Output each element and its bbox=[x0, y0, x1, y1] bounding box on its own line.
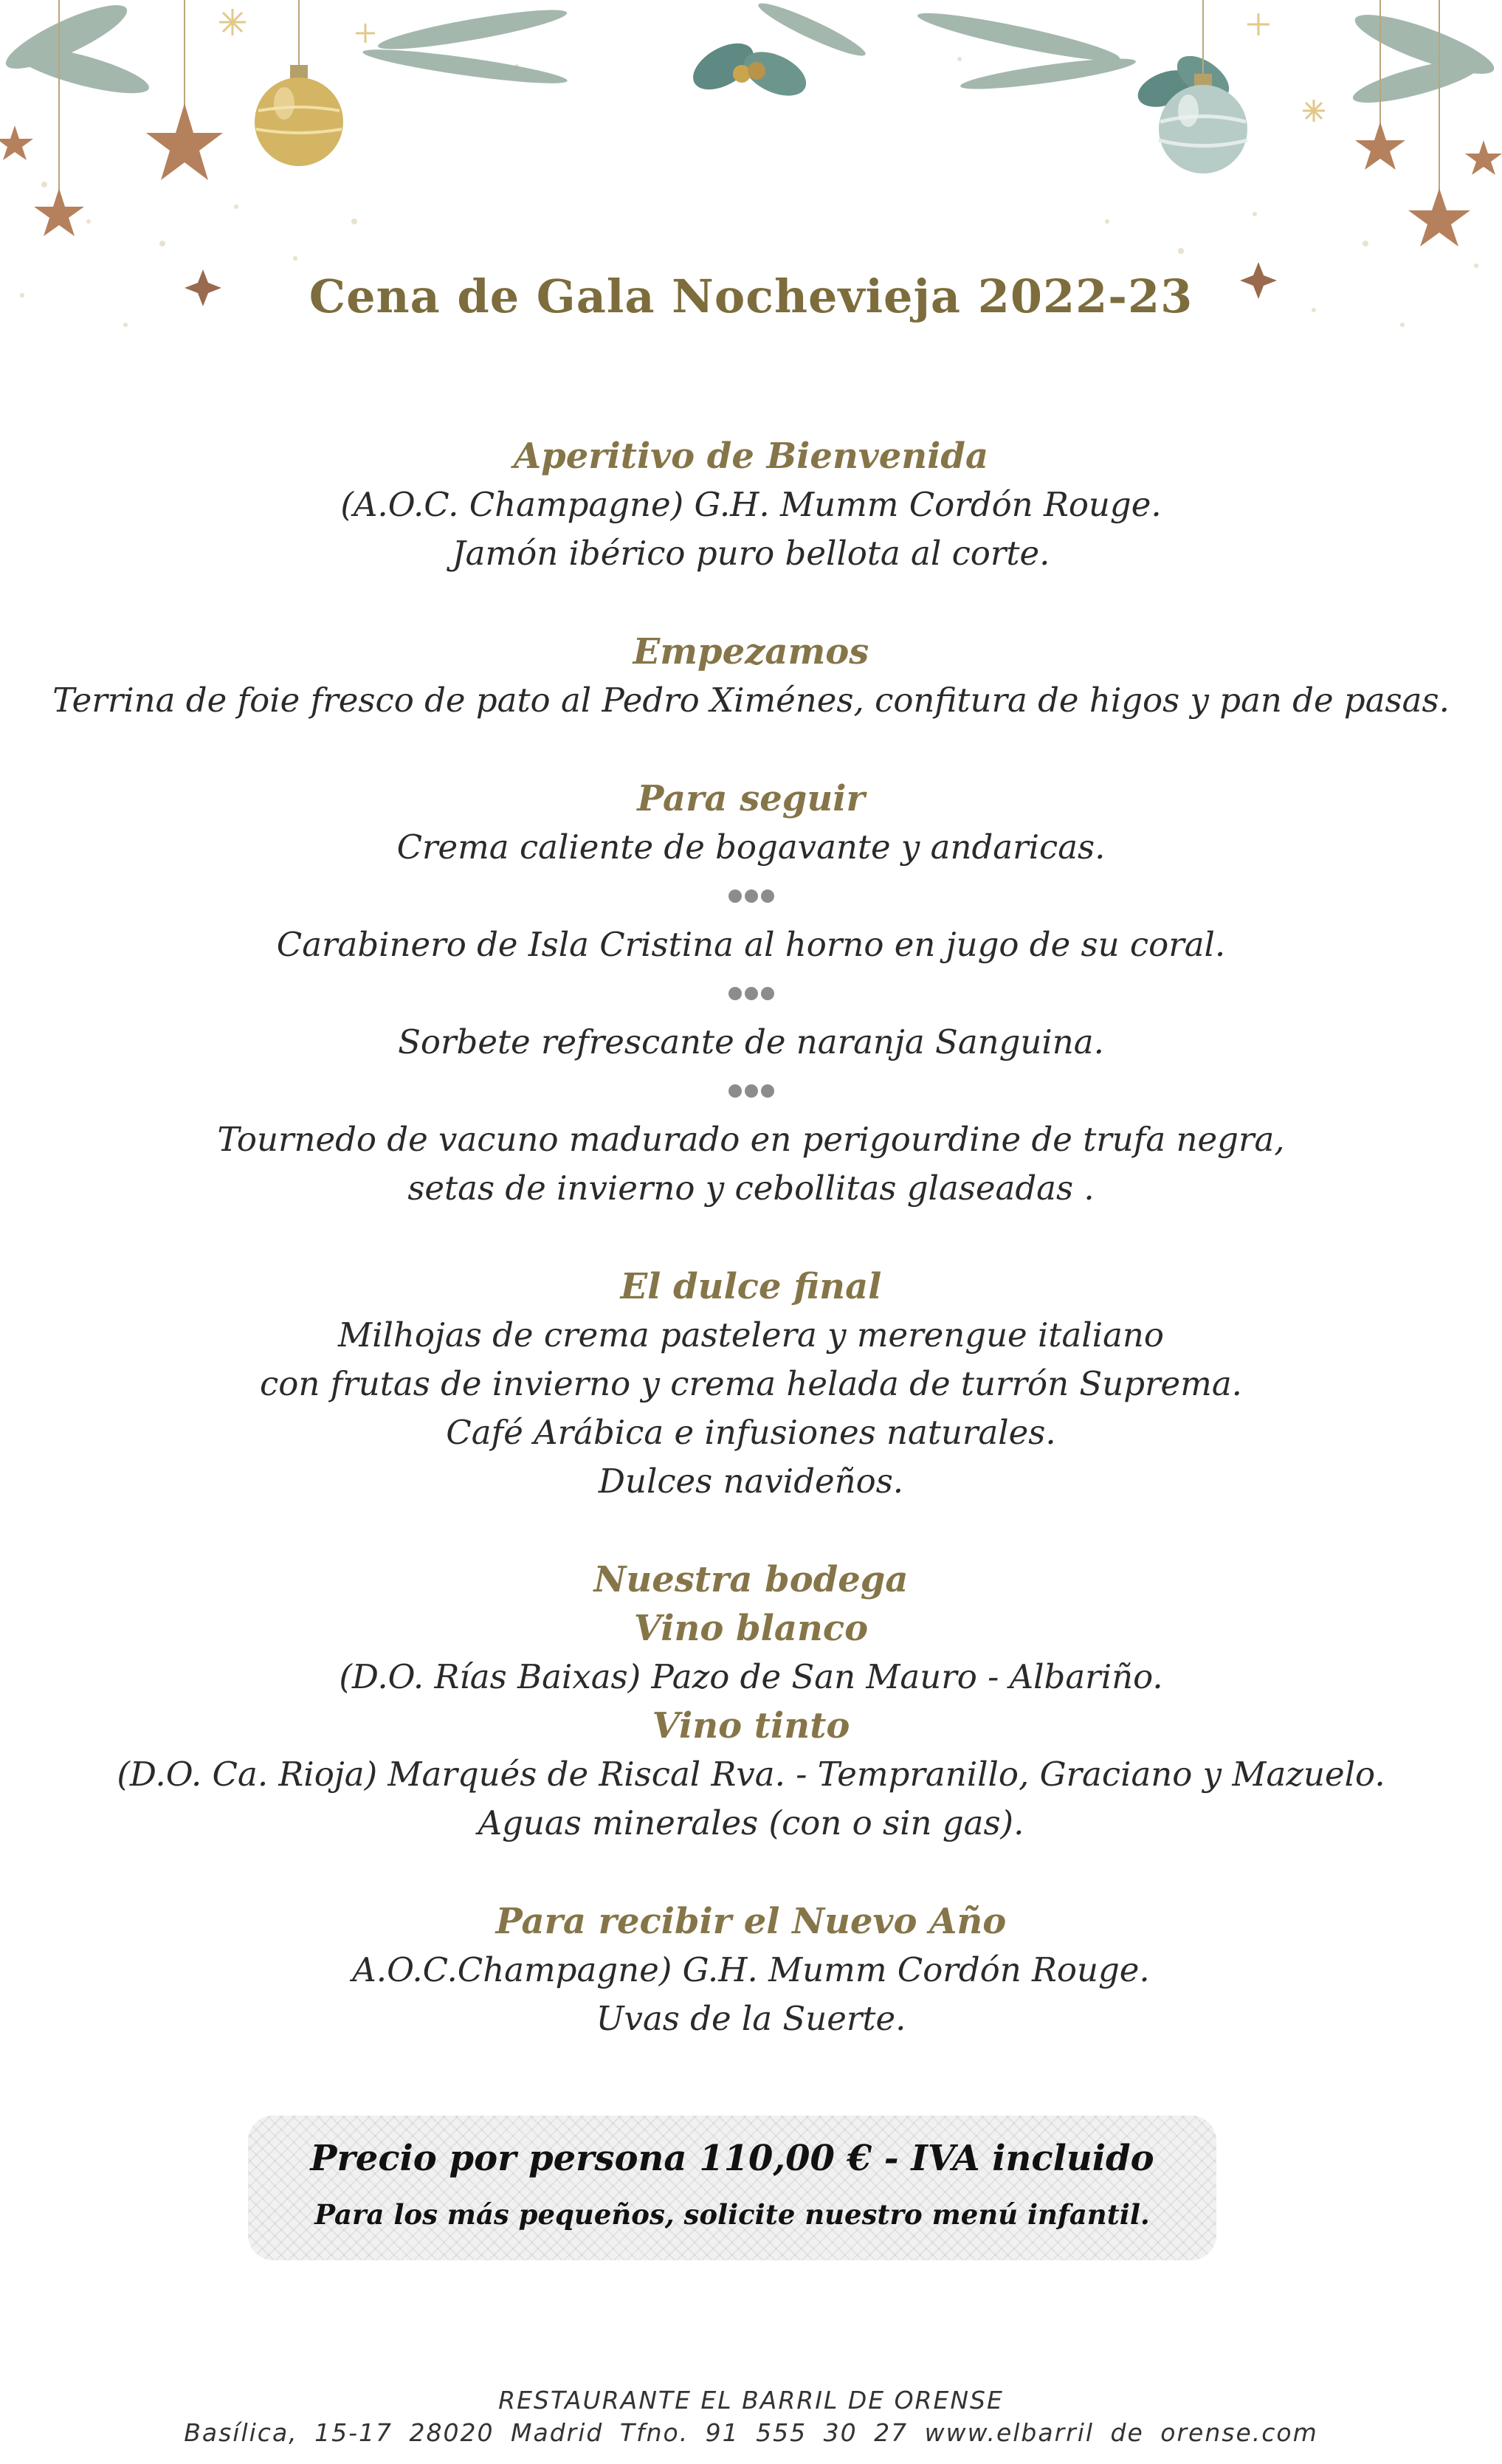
menu-body bbox=[0, 432, 1502, 2043]
menu-line: Dulces navideños. bbox=[598, 1462, 904, 1501]
menu-line: Crema caliente de bogavante y andaricas. bbox=[396, 827, 1106, 867]
section-heading-aperitivo: Aperitivo de Bienvenida bbox=[513, 436, 989, 477]
section-heading-empezamos: Empezamos bbox=[633, 631, 869, 672]
section-heading-bodega: Nuestra bodega bbox=[593, 1559, 909, 1600]
subheading-vino-tinto: Vino tinto bbox=[652, 1705, 850, 1747]
menu-line: Terrina de foie fresco de pato al Pedro Ximénes, confitura de higos y pan de pasas. bbox=[52, 681, 1450, 720]
menu-line: Carabinero de Isla Cristina al horno en jugo de su coral. bbox=[276, 925, 1226, 964]
dots-separator-icon bbox=[0, 969, 1502, 1018]
price-per-person: Precio por persona 110,00 € - IVA incluido bbox=[310, 2138, 1154, 2179]
menu-line: Aguas minerales (con o sin gas). bbox=[478, 1803, 1024, 1842]
restaurant-address: Basílica, 15-17 28020 Madrid Tfno. 91 555 30 27 www.elbarril de orense.com bbox=[184, 2418, 1318, 2447]
menu-line: Tournedo de vacuno madurado en perigourdine de trufa negra, bbox=[217, 1120, 1285, 1159]
christmas-header-decoration bbox=[0, 0, 1502, 384]
section-heading-nuevo-ano: Para recibir el Nuevo Año bbox=[495, 1901, 1007, 1942]
menu-line: Milhojas de crema pastelera y merengue italiano bbox=[338, 1315, 1164, 1355]
menu-line: Sorbete refrescante de naranja Sanguina. bbox=[398, 1022, 1104, 1061]
menu-line: (D.O. Rías Baixas) Pazo de San Mauro - Albariño. bbox=[339, 1657, 1163, 1696]
price-box bbox=[248, 2116, 1216, 2260]
restaurant-name: RESTAURANTE EL BARRIL DE ORENSE bbox=[498, 2386, 1004, 2415]
footer bbox=[0, 2384, 1502, 2449]
section-heading-dulce: El dulce final bbox=[620, 1266, 882, 1307]
menu-line: A.O.C.Champagne) G.H. Mumm Cordón Rouge. bbox=[352, 1950, 1150, 1989]
section-heading-seguir: Para seguir bbox=[637, 778, 865, 819]
menu-line: Uvas de la Suerte. bbox=[596, 1999, 906, 2038]
menu-line: con frutas de invierno y crema helada de turrón Suprema. bbox=[260, 1364, 1242, 1403]
menu-line: (D.O. Ca. Rioja) Marqués de Riscal Rva. - Tempranillo, Graciano y Mazuelo. bbox=[117, 1755, 1385, 1794]
christmas-ornament-icon bbox=[255, 65, 343, 166]
kids-menu-note: Para los más pequeños, solicite nuestro menú infantil. bbox=[314, 2198, 1150, 2231]
menu-line: Café Arábica e infusiones naturales. bbox=[446, 1413, 1056, 1452]
menu-line: Jamón ibérico puro bellota al corte. bbox=[452, 534, 1050, 573]
dots-separator-icon bbox=[0, 1067, 1502, 1115]
subheading-vino-blanco: Vino blanco bbox=[633, 1608, 869, 1649]
menu-line: setas de invierno y cebollitas glaseadas . bbox=[407, 1169, 1095, 1208]
dots-separator-icon bbox=[0, 872, 1502, 920]
menu-title: Cena de Gala Nochevieja 2022-23 bbox=[309, 269, 1193, 323]
menu-line: (A.O.C. Champagne) G.H. Mumm Cordón Rouge. bbox=[340, 485, 1162, 524]
star-icon bbox=[0, 0, 1502, 247]
